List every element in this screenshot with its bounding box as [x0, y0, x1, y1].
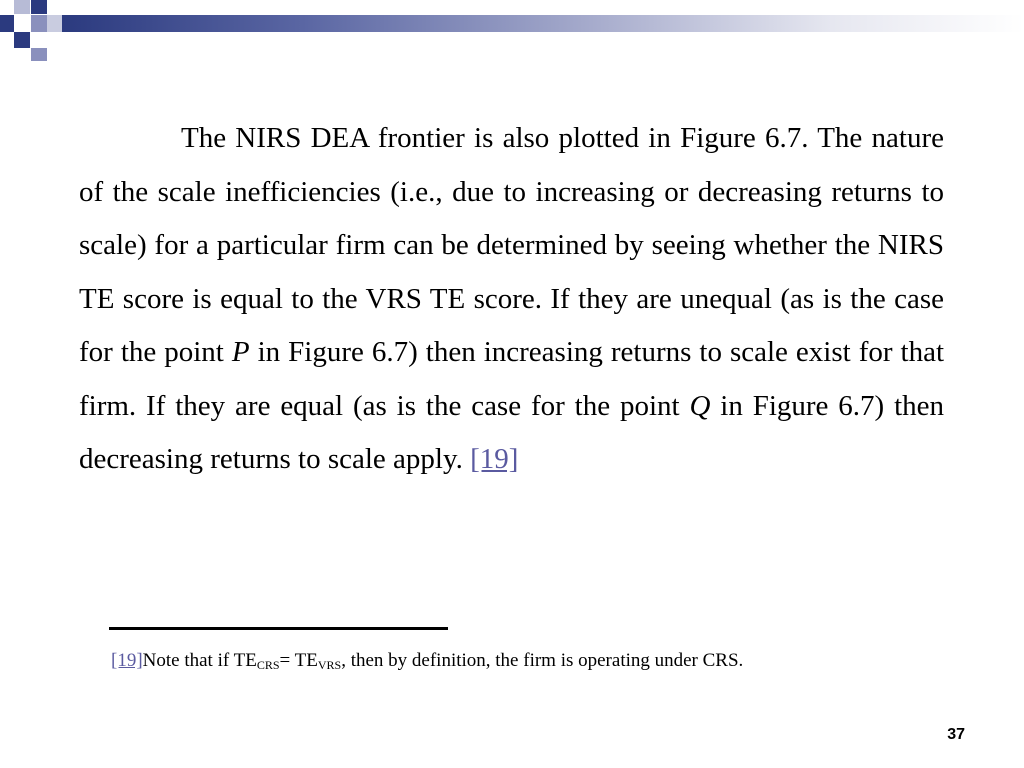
header-gradient-bar	[62, 15, 1024, 32]
deco-square	[14, 0, 30, 14]
footnote-separator	[109, 627, 448, 630]
deco-square	[47, 15, 62, 32]
deco-square	[0, 15, 14, 32]
body-paragraph: The NIRS DEA frontier is also plotted in Figure 6.7. The nature of the scale inefficiencies (i.e., due to increasing or decreasing returns to scale) for a particular firm can be determined by seeing whether the NIRS TE score is equal to the VRS TE score. If they are unequal (as is the case for the point P in Figure 6.7) then increasing returns to scale exist for that firm. If they are equal (as is the case for the point Q in Figure 6.7) then decreasing returns to scale apply. [19]	[79, 122, 945, 475]
deco-square	[31, 15, 47, 32]
footnote-reference-link[interactable]: [19]	[470, 443, 519, 475]
deco-square	[31, 48, 47, 61]
point-p: P	[231, 336, 250, 368]
page-number: 37	[947, 726, 965, 743]
deco-square	[31, 0, 47, 14]
footnote-anchor-link[interactable]: [19]	[111, 650, 143, 671]
deco-square	[14, 32, 30, 48]
footnote: [19]Note that if $TE_{CRS}= TE_{VRS}$, then by definition, the firm is operating under CRS.	[111, 650, 744, 672]
point-q: Q	[689, 389, 711, 422]
